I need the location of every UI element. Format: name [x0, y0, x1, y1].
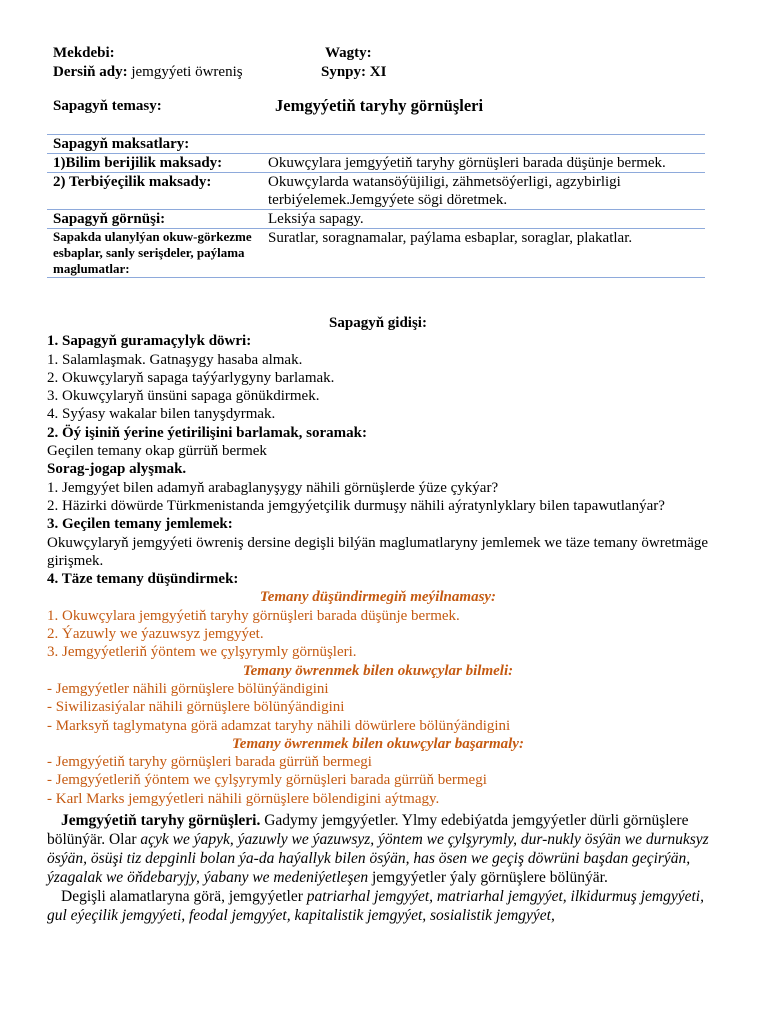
list-item: 1. Jemgyýet bilen adamyň arabaglanyşygy nähili görnüşlerde ýüze çykýar?: [47, 479, 499, 496]
must-do-heading: Temany öwrenmek bilen okuwçylar başarmaly:: [232, 735, 524, 752]
list-item: - Marksyň taglymatyna görä adamzat taryhy nähili döwürlere bölünýändigini: [47, 717, 511, 734]
section-3-title: 3. Geçilen temany jemlemek:: [47, 516, 233, 533]
list-item: 2. Häzirki döwürde Türkmenistanda jemgyýetçilik durmuşy nähili aýratynlyklary bilen tapawutlanýar?: [47, 497, 665, 514]
list-item: 2. Ýazuwly we ýazuwsyz jemgyýet.: [47, 626, 264, 643]
paragraph-2: Degişli alamatlaryna görä, jemgyýetler patriarhal jemgyýet, matriarhal jemgyýet, ilkidurmuş jemgyýeti, gul eýeçilik jemgyýeti, feodal jemgyýet, kapitalistik jemgyýet, sosialistik jemgyýet,: [47, 888, 704, 925]
list-item: - Jemgyýetleriň ýöntem we çylşyrymly görnüşleri barada gürrüň bermegi: [47, 772, 487, 789]
plan-heading: Temany düşündirmegiň meýilnamasy:: [259, 589, 497, 606]
row-label: 2) Terbiýeçilik maksady:: [47, 173, 262, 210]
list-item: 1. Okuwçylara jemgyýetiň taryhy görnüşleri barada düşünje bermek.: [47, 607, 460, 624]
list-item: 1. Salamlaşmak. Gatnaşygy hasaba almak.: [47, 351, 303, 368]
list-item: - Siwilizasiýalar nähili görnüşlere bölünýändigini: [47, 699, 345, 716]
list-item: 3. Jemgyýetleriň ýöntem we çylşyrymly görnüşleri.: [47, 644, 357, 661]
objectives-label: Sapagyň maksatlary:: [47, 135, 705, 154]
row-value: Okuwçylarda watansöýüjiligi, zähmetsöýerligi, agzybirligi terbiýelemek.Jemgyýete sögi döretmek.: [262, 173, 705, 210]
school-label: Mekdebi:: [53, 45, 115, 61]
list-item: 3. Okuwçylaryň ünsüni sapaga gönükdirmek.: [47, 388, 320, 405]
section-3-text: Okuwçylaryň jemgyýeti öwreniş dersine degişli bilýän maglumatlaryny jemlemek we täze temany öwretmäge girişmek.: [47, 534, 709, 569]
row-label: Sapagyň görnüşi:: [47, 210, 262, 229]
row-value: Okuwçylara jemgyýetiň taryhy görnüşleri barada düşünje bermek.: [262, 154, 705, 173]
list-item: 4. Syýasy wakalar bilen tanyşdyrmak.: [47, 406, 276, 423]
section-2-title: 2. Öý işiniň ýerine ýetirilişini barlamak, soramak:: [47, 424, 368, 441]
lesson-plan-table: [47, 134, 705, 278]
table-row: [47, 173, 705, 210]
list-item: - Jemgyýetiň taryhy görnüşleri barada gürrüň bermegi: [47, 754, 372, 771]
row-value: Leksiýa sapagy.: [262, 210, 705, 229]
class-label: Synpy: XI: [321, 64, 387, 80]
list-item: 2. Okuwçylaryň sapaga taýýarlygyny barlamak.: [47, 369, 335, 386]
time-label: Wagty:: [325, 45, 372, 61]
row-label: 1)Bilim berijilik maksady:: [47, 154, 262, 173]
list-item: - Jemgyýetler nähili görnüşlere bölünýändigini: [47, 680, 329, 697]
table-row: [47, 229, 705, 278]
qa-title: Sorag-jogap alyşmak.: [47, 461, 187, 478]
table-row: [47, 154, 705, 173]
subject-line: Dersiň ady: jemgyýeti öwreniş: [53, 64, 243, 80]
row-label: Sapakda ulanylýan okuw-görkezme esbaplar, sanly serişdeler, paýlama maglumatlar:: [47, 229, 262, 278]
section-1-title: 1. Sapagyň guramaçylyk döwri:: [47, 333, 252, 350]
must-know-heading: Temany öwrenmek bilen okuwçylar bilmeli:: [242, 662, 514, 679]
table-row: [47, 135, 705, 154]
progress-title: Sapagyň gidişi:: [329, 315, 427, 331]
topic-label: Sapagyň temasy:: [53, 98, 162, 114]
table-row: [47, 210, 705, 229]
row-value: Suratlar, soragnamalar, paýlama esbaplar, soraglar, plakatlar.: [262, 229, 705, 278]
lesson-body: [47, 314, 709, 925]
section-2-text: Geçilen temany okap gürrüň bermek: [47, 443, 267, 460]
paragraph-1: Jemgyýetiň taryhy görnüşleri. Gadymy jemgyýetler. Ylmy edebiýatda jemgyýetler dürli görnüşlere bölünýär. Olar açyk we ýapyk, ýazuwly we ýazuwsyz, ýöntem we çylşyrymly, dur-nukly ösýän we durnuksyz ösýän, ösüşi tiz depginli bolan ýa-da haýallyk bilen ösýän, has ösen we geçiş döwrüni başdan geçirýän, ýzagalak we öňdebaryjy, ýabany we medeniýetleşen jemgyýetler ýaly görnüşlere bölünýär.: [47, 812, 709, 887]
topic-value: Jemgyýetiň taryhy görnüşleri: [275, 96, 484, 115]
list-item: - Karl Marks jemgyýetleri nähili görnüşlere bölendigini aýtmagy.: [47, 790, 440, 807]
section-4-title: 4. Täze temany düşündirmek:: [47, 571, 239, 588]
